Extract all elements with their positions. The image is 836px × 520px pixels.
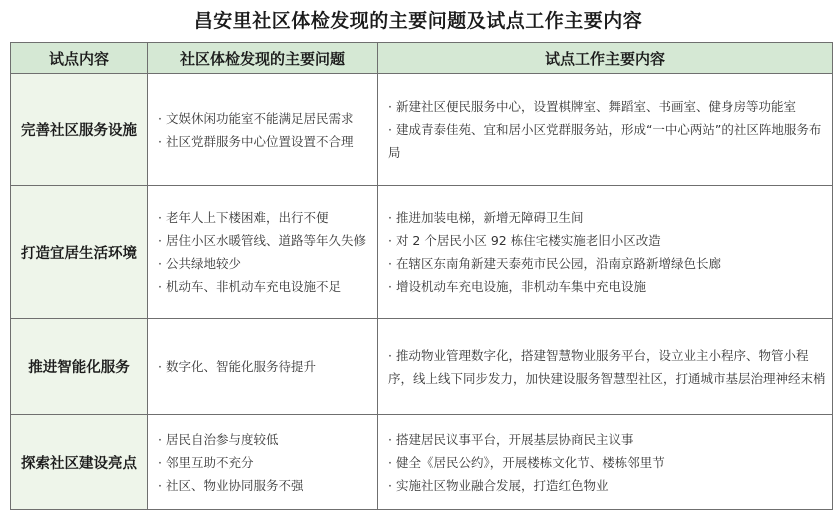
- work-item: · 搭建居民议事平台，开展基层协商民主议事: [388, 431, 634, 447]
- row-problems: [148, 415, 378, 510]
- header-work: 试点工作主要内容: [378, 43, 833, 74]
- table-row: [11, 319, 833, 415]
- problem-item: · 机动车、非机动车充电设施不足: [158, 279, 341, 294]
- work-item: · 在辖区东南角新建天泰苑市民公园，沿南京路新增绿色长廊: [388, 256, 721, 271]
- row-topic: 打造宜居生活环境: [11, 186, 148, 319]
- problem-item: · 老年人上下楼困难，出行不便: [158, 210, 329, 225]
- header-topic: 试点内容: [11, 43, 148, 74]
- row-problems: [148, 74, 378, 186]
- problem-item: · 社区党群服务中心位置设置不合理: [158, 133, 354, 149]
- problem-item: · 社区、物业协同服务不强: [158, 477, 304, 493]
- table-row: [11, 415, 833, 510]
- header-problems: 社区体检发现的主要问题: [148, 43, 378, 74]
- table-row: [11, 186, 833, 319]
- work-item: · 对 2 个居民小区 92 栋住宅楼实施老旧小区改造: [388, 233, 661, 248]
- work-item: · 增设机动车充电设施，非机动车集中充电设施: [388, 279, 646, 294]
- row-topic: 完善社区服务设施: [11, 74, 148, 186]
- problem-item: · 邻里互助不充分: [158, 454, 254, 470]
- work-item: · 推动物业管理数字化，搭建智慧物业服务平台，设立业主小程序、物管小程序，线上线下同步发力，加快建设服务智慧型社区，打通城市基层治理神经末梢: [388, 347, 826, 386]
- problem-item: · 数字化、智能化服务待提升: [158, 359, 316, 374]
- work-item: · 推进加装电梯，新增无障碍卫生间: [388, 210, 584, 225]
- work-item: · 建成青泰佳苑、宜和居小区党群服务站，形成“一中心两站”的社区阵地服务布局: [388, 122, 822, 160]
- row-problems: [148, 319, 378, 415]
- problem-item: · 居住小区水暖管线、道路等年久失修: [158, 233, 366, 248]
- pilot-table: [10, 42, 833, 510]
- row-work: [378, 74, 833, 186]
- table-row: [11, 74, 833, 186]
- row-work: [378, 415, 833, 510]
- problem-item: · 公共绿地较少: [158, 256, 241, 271]
- row-problems: [148, 186, 378, 319]
- work-item: · 健全《居民公约》，开展楼栋文化节、楼栋邻里节: [388, 454, 665, 470]
- table-title: 昌安里社区体检发现的主要问题及试点工作主要内容: [193, 10, 643, 32]
- row-work: [378, 186, 833, 319]
- problem-item: · 居民自治参与度较低: [158, 431, 279, 447]
- problem-item: · 文娱休闲功能室不能满足居民需求: [158, 110, 354, 126]
- row-topic: 推进智能化服务: [11, 319, 148, 415]
- row-work: [378, 319, 833, 415]
- header-row: [11, 43, 833, 74]
- row-topic: 探索社区建设亮点: [11, 415, 148, 510]
- work-item: · 实施社区物业融合发展，打造红色物业: [388, 477, 609, 493]
- work-item: · 新建社区便民服务中心，设置棋牌室、舞蹈室、书画室、健身房等功能室: [388, 99, 796, 114]
